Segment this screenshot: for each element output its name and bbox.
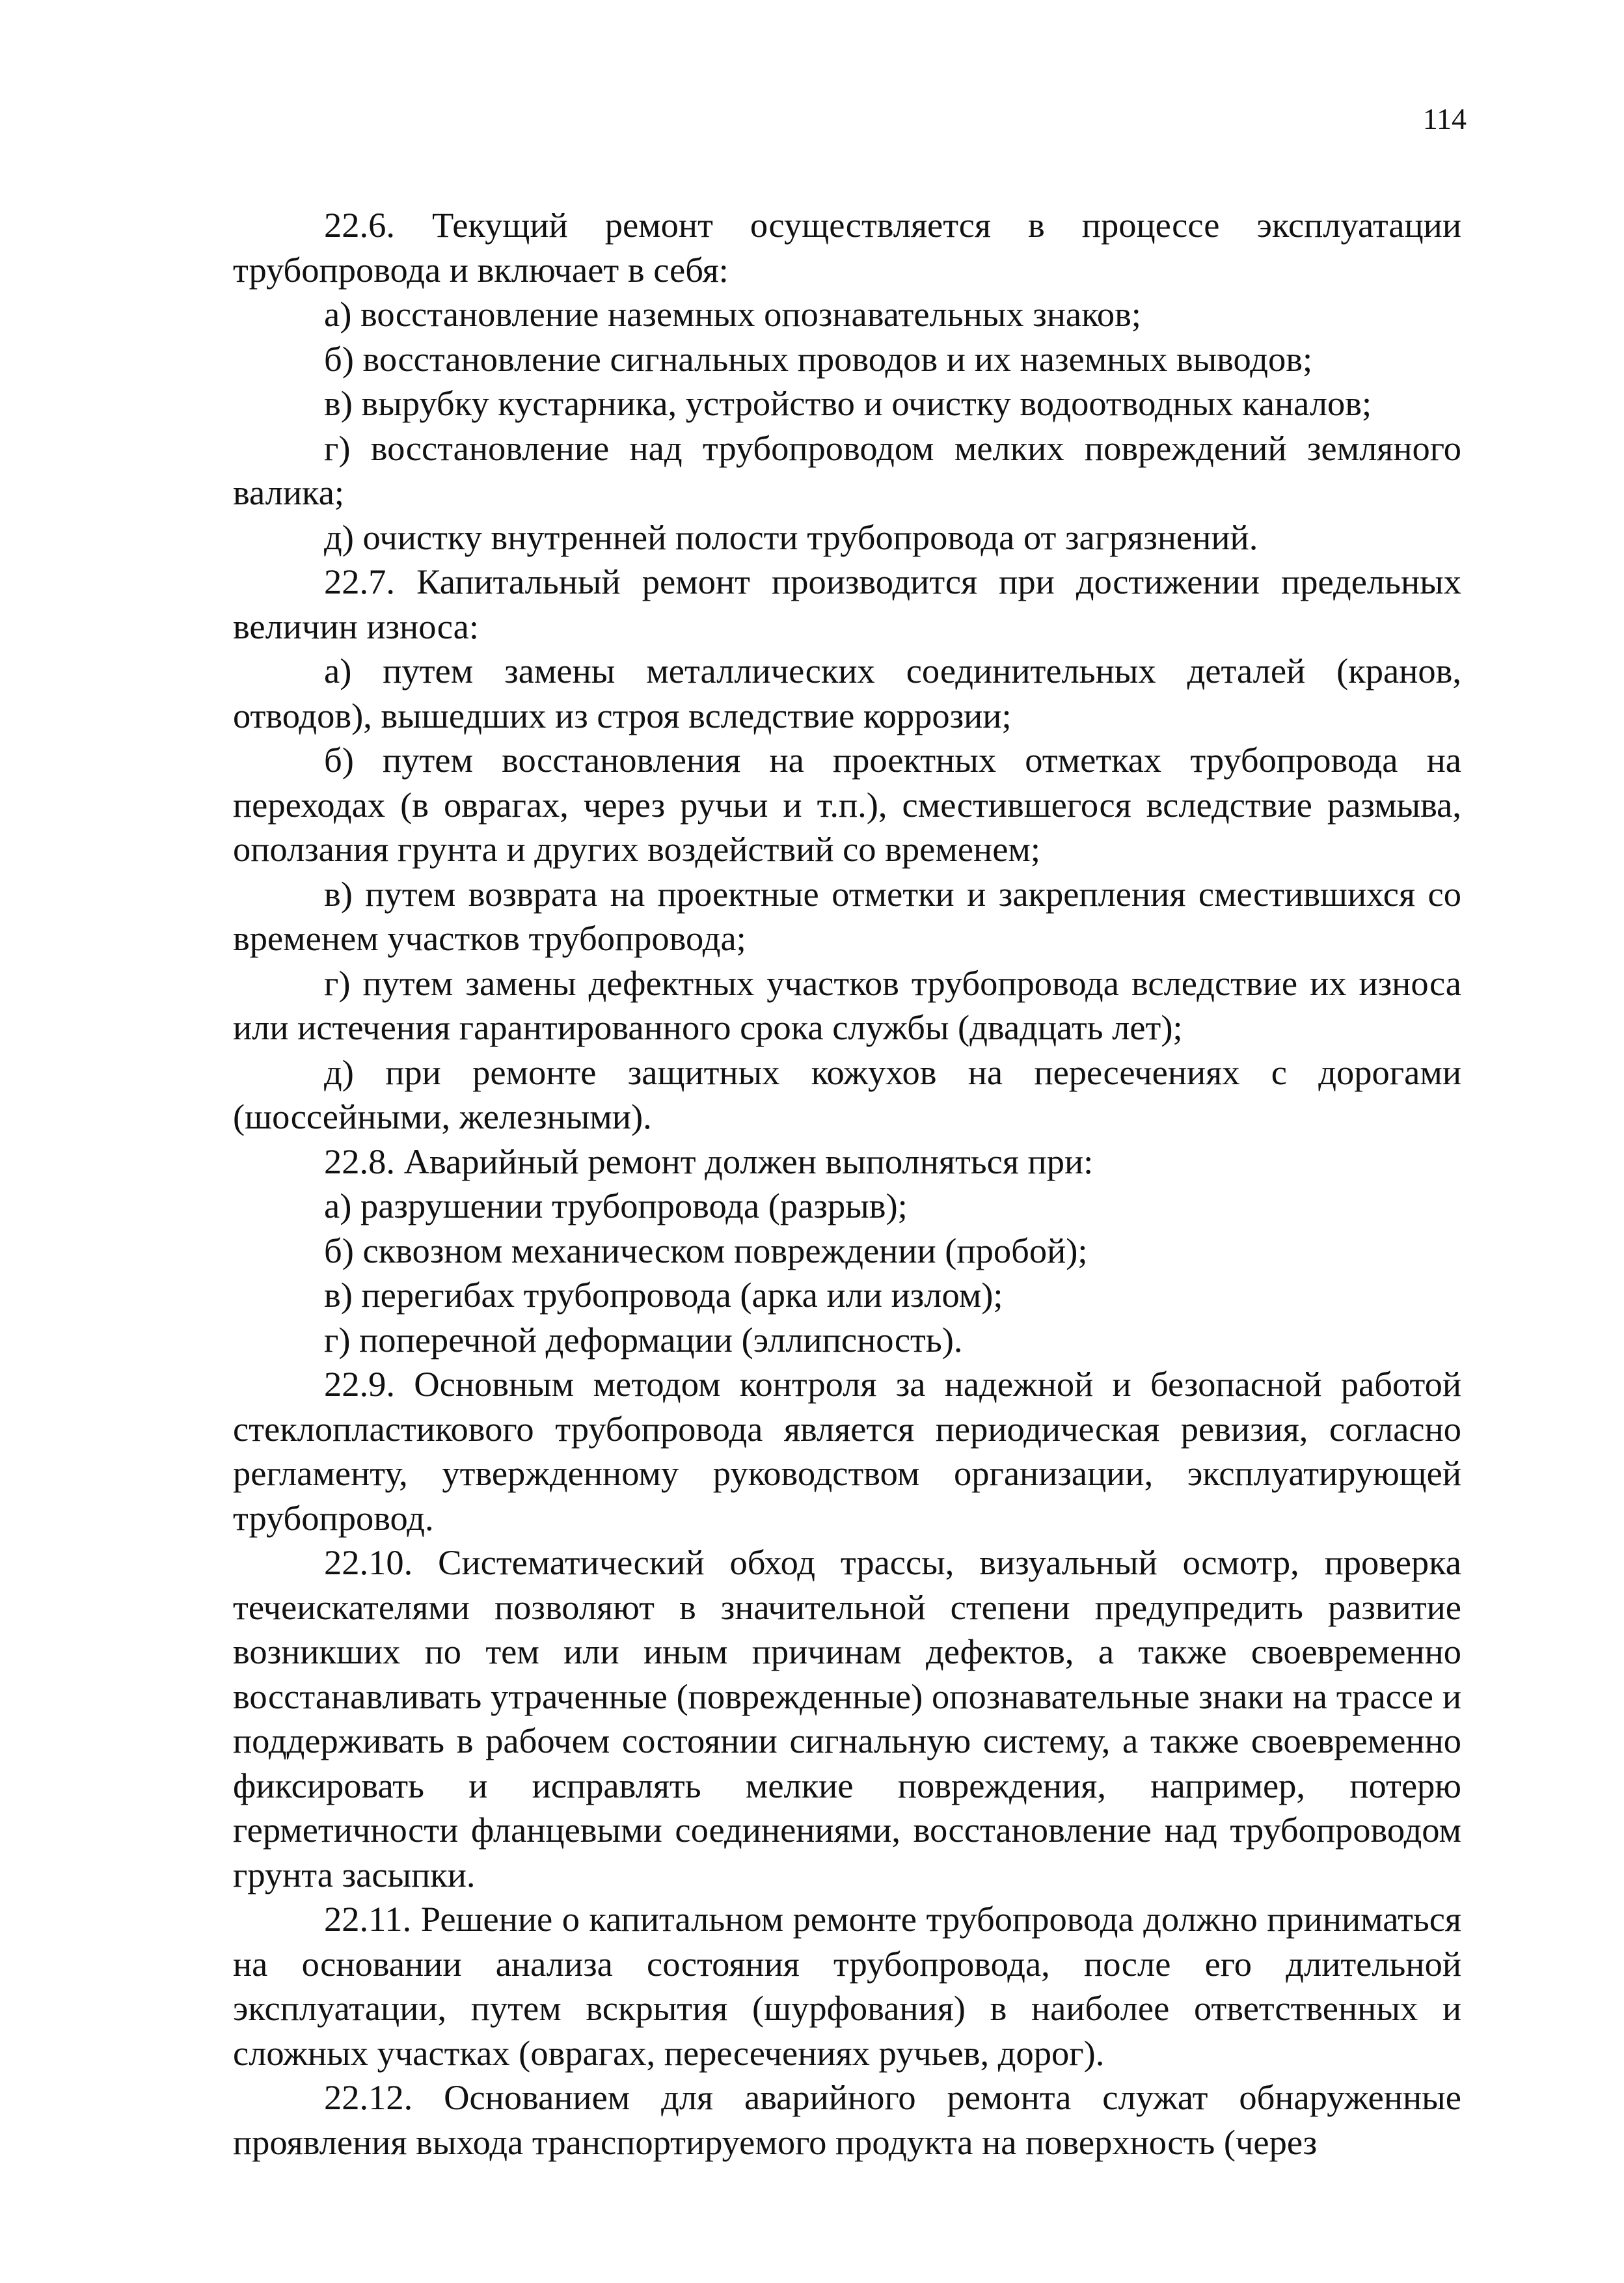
list-item-22-8-b: б) сквозном механическом повреждении (пробой); — [324, 1230, 1088, 1270]
list-item-22-7-g: г) путем замены дефектных участков трубопровода вследствие их износа или истечения гарантированного срока службы (двадцать лет); — [233, 963, 1461, 1047]
list-item-22-6-g: г) восстановление над трубопроводом мелких повреждений земляного валика; — [233, 428, 1461, 512]
list-item-22-7-d: д) при ремонте защитных кожухов на пересечениях с дорогами (шоссейными, железными). — [233, 1052, 1461, 1136]
list-item-22-8-a: а) разрушении трубопровода (разрыв); — [324, 1186, 908, 1225]
list-item-22-8-v: в) перегибах трубопровода (арка или излом); — [324, 1275, 1003, 1315]
list-item-22-7-a: а) путем замены металлических соединительных деталей (кранов, отводов), вышедших из строя вследствие коррозии; — [233, 651, 1461, 735]
list-item-22-7-v: в) путем возврата на проектные отметки и закрепления сместившихся со временем участков трубопровода; — [233, 873, 1461, 958]
list-item-22-6-a: а) восстановление наземных опознавательных знаков; — [324, 294, 1141, 334]
paragraph-22-12: 22.12. Основанием для аварийного ремонта служат обнаруженные проявления выхода транспортируемого продукта на поверхность (через — [233, 2077, 1461, 2162]
list-item-22-6-d: д) очистку внутренней полости трубопровода от загрязнений. — [324, 517, 1258, 557]
paragraph-22-7: 22.7. Капитальный ремонт производится при достижении предельных величин износа: — [233, 562, 1461, 646]
paragraph-22-9: 22.9. Основным методом контроля за надежной и безопасной работой стеклопластикового трубопровода является периодическая ревизия, согласно регламенту, утвержденному руководством организации, эксплуатирующей трубопровод. — [233, 1364, 1461, 1538]
list-item-22-7-b: б) путем восстановления на проектных отметках трубопровода на переходах (в оврагах, через ручьи и т.п.), сместившегося вследствие размыва, оползания грунта и других воздействий со временем; — [233, 740, 1461, 869]
list-item-22-6-v: в) вырубку кустарника, устройство и очистку водоотводных каналов; — [324, 383, 1372, 423]
list-item-22-6-b: б) восстановление сигнальных проводов и их наземных выводов; — [324, 338, 1313, 379]
paragraph-22-8: 22.8. Аварийный ремонт должен выполняться при: — [324, 1141, 1094, 1181]
document-body — [233, 203, 1461, 2165]
page-number: 114 — [1422, 102, 1467, 135]
paragraph-22-10: 22.10. Систематический обход трассы, визуальный осмотр, проверка течеискателями позволяют в значительной степени предупредить развитие возникших по тем или иным причинам дефектов, а также своевременно восстанавливать утраченные (поврежденные) опознавательные знаки на трассе и поддерживать в рабочем состоянии сигнальную систему, а также своевременно фиксировать и исправлять мелкие повреждения, например, потерю герметичности фланцевыми соединениями, восстановление над трубопроводом грунта засыпки. — [233, 1542, 1461, 1894]
paragraph-22-6: 22.6. Текущий ремонт осуществляется в процессе эксплуатации трубопровода и включает в себя: — [233, 205, 1461, 290]
list-item-22-8-g: г) поперечной деформации (эллипсность). — [324, 1319, 963, 1360]
paragraph-22-11: 22.11. Решение о капитальном ремонте трубопровода должно приниматься на основании анализа состояния трубопровода, после его длительной эксплуатации, путем вскрытия (шурфования) в наиболее ответственных и сложных участках (оврагах, пересечениях ручьев, дорог). — [233, 1899, 1461, 2073]
